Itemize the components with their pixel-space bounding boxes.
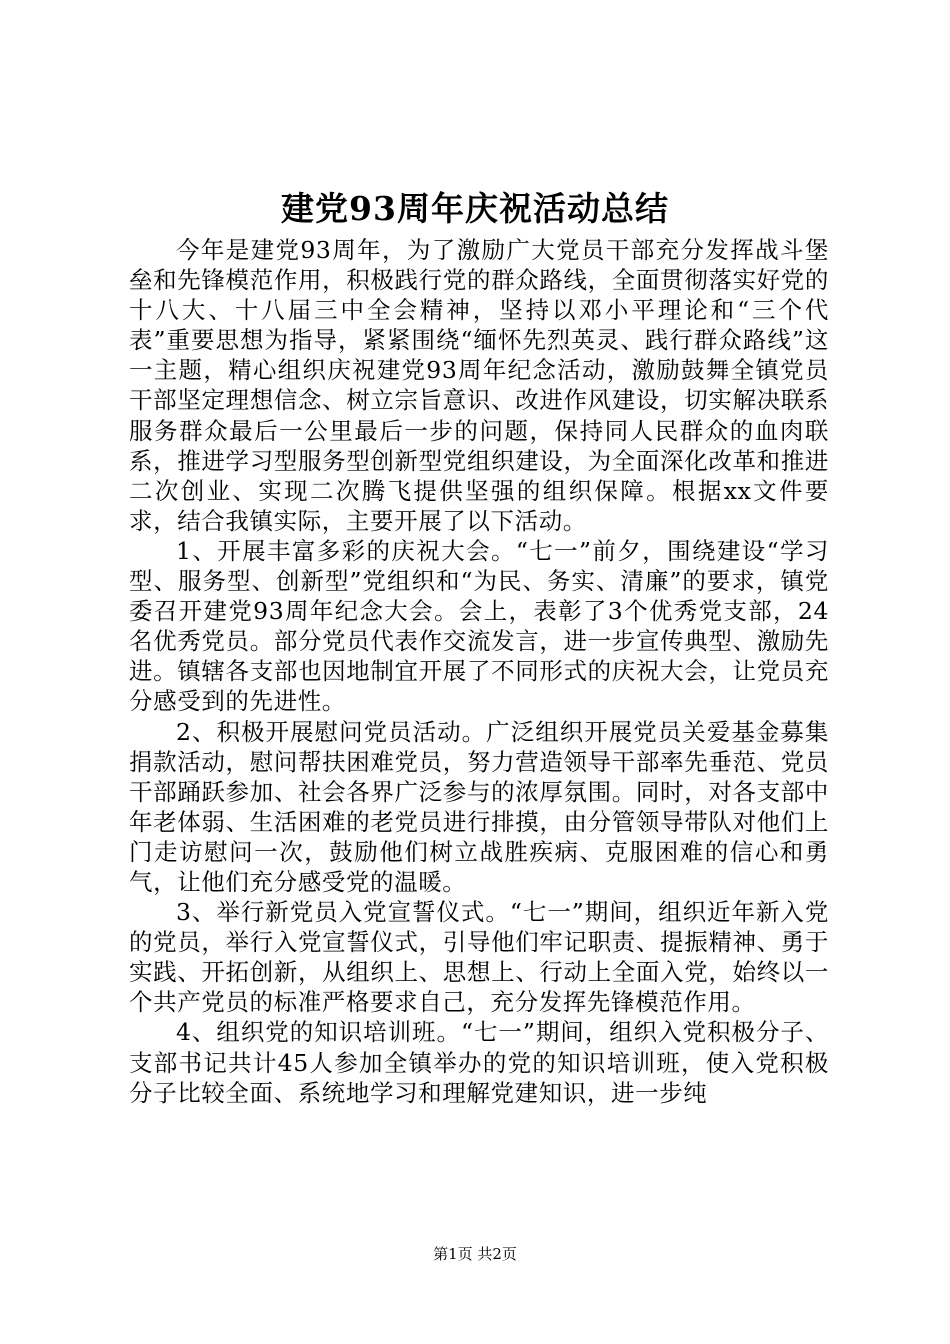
paragraph-item-1: 1、开展丰富多彩的庆祝大会。“七一”前夕，围绕建设“学习型、服务型、创新型”党组织和“为民、务实、清廉”的要求，镇党委召开建党93周年纪念大会。会上，表彰了3个优秀党支部，24名优秀党员。部分党员代表作交流发言，进一步宣传典型、激励先进。镇辖各支部也因地制宜开展了不同形式的庆祝大会，让党员充分感受到的先进性。 [129, 536, 829, 716]
page-footer: 第1页 共2页 [433, 1245, 517, 1263]
document-title: 建党93周年庆祝活动总结 [281, 189, 669, 228]
paragraph-item-3: 3、举行新党员入党宣誓仪式。“七一”期间，组织近年新入党的党员，举行入党宣誓仪式，引导他们牢记职责、提振精神、勇于实践、开拓创新，从组织上、思想上、行动上全面入党，始终以一个共产党员的标准严格要求自己，充分发挥先锋模范作用。 [129, 898, 829, 1017]
paragraph-item-4: 4、组织党的知识培训班。“七一”期间，组织入党积极分子、支部书记共计45人参加全镇举办的党的知识培训班，使入党积极分子比较全面、系统地学习和理解党建知识，进一步纯 [129, 1018, 829, 1107]
document-body [129, 235, 829, 1108]
paragraph-item-2: 2、积极开展慰问党员活动。广泛组织开展党员关爱基金募集捐款活动，慰问帮扶困难党员，努力营造领导干部率先垂范、党员干部踊跃参加、社会各界广泛参与的浓厚氛围。同时，对各支部中年老体弱、生活困难的老党员进行排摸，由分管领导带队对他们上门走访慰问一次，鼓励他们树立战胜疾病、克服困难的信心和勇气，让他们充分感受党的温暖。 [129, 717, 829, 896]
paragraph-intro: 今年是建党93周年，为了激励广大党员干部充分发挥战斗堡垒和先锋模范作用，积极践行党的群众路线，全面贯彻落实好党的十八大、十八届三中全会精神，坚持以邓小平理论和“三个代表”重要思想为指导，紧紧围绕“缅怀先烈英灵、践行群众路线”这一主题，精心组织庆祝建党93周年纪念活动，激励鼓舞全镇党员干部坚定理想信念、树立宗旨意识、改进作风建设，切实解决联系服务群众最后一公里最后一步的问题，保持同人民群众的血肉联系，推进学习型服务型创新型党组织建设，为全面深化改革和推进二次创业、实现二次腾飞提供坚强的组织保障。根据xx文件要求，结合我镇实际，主要开展了以下活动。 [129, 236, 829, 535]
